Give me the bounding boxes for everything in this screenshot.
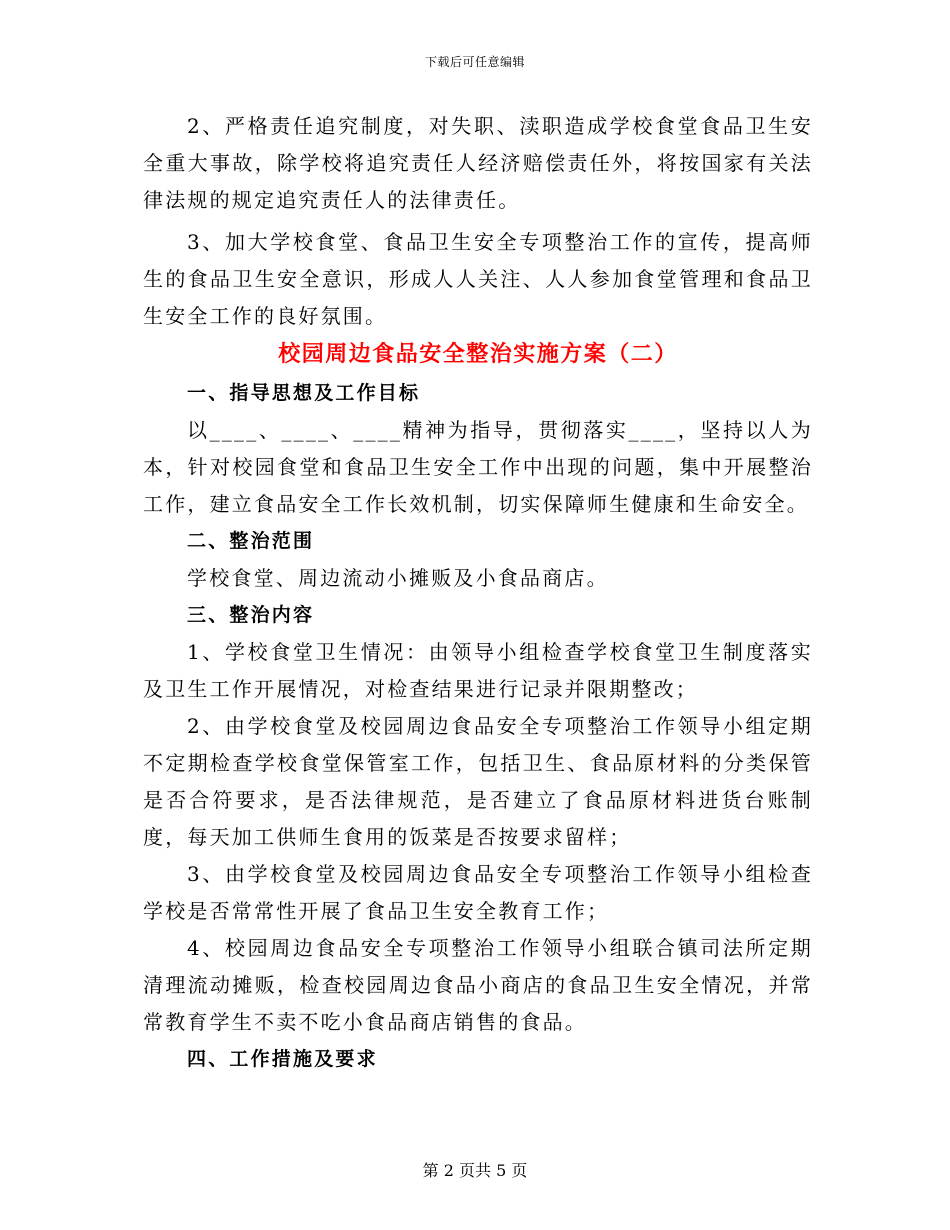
paragraph-publicity: 3、加大学校食堂、食品卫生安全专项整治工作的宣传，提高师生的食品卫生安全意识，形成人人关注、人人参加食堂管理和食品卫生安全工作的良好氛围。 bbox=[143, 230, 813, 328]
paragraph-guiding-ideology: 以____、____、____精神为指导，贯彻落实____，坚持以人为本，针对校园食堂和食品卫生安全工作中出现的问题，集中开展整治工作，建立食品安全工作长效机制，切实保障师生健康和生命安全。 bbox=[143, 418, 813, 516]
paragraph-content-3: 3、由学校食堂及校园周边食品安全专项整治工作领导小组检查学校是否常常性开展了食品卫生安全教育工作； bbox=[143, 862, 813, 923]
section-heading-scope: 二、整治范围 bbox=[187, 530, 315, 552]
paragraph-content-2: 2、由学校食堂及校园周边食品安全专项整治工作领导小组定期不定期检查学校食堂保管室工作，包括卫生、食品原材料的分类保管是否合符要求，是否法律规范，是否建立了食品原材料进货台账制度，每天加工供师生食用的饭菜是否按要求留样； bbox=[143, 714, 813, 849]
document-title: 校园周边食品安全整治实施方案（二） bbox=[278, 342, 678, 367]
paragraph-content-4: 4、校园周边食品安全专项整治工作领导小组联合镇司法所定期清理流动摊贩，检查校园周边食品小商店的食品卫生安全情况，并常常教育学生不卖不吃小食品商店销售的食品。 bbox=[143, 936, 813, 1034]
section-heading-content: 三、整治内容 bbox=[187, 604, 315, 626]
document-body bbox=[143, 108, 813, 1078]
page-footer: 第 2 页共 5 页 bbox=[422, 1161, 528, 1180]
paragraph-content-1: 1、学校食堂卫生情况：由领导小组检查学校食堂卫生制度落实及卫生工作开展情况，对检查结果进行记录并限期整改； bbox=[143, 640, 813, 701]
paragraph-accountability: 2、严格责任追究制度，对失职、渎职造成学校食堂食品卫生安全重大事故，除学校将追究责任人经济赔偿责任外，将按国家有关法律法规的规定追究责任人的法律责任。 bbox=[143, 114, 813, 212]
page-header: 下载后可任意编辑 bbox=[424, 55, 525, 69]
section-heading-measures: 四、工作措施及要求 bbox=[187, 1048, 378, 1070]
section-heading-guiding-ideology: 一、指导思想及工作目标 bbox=[187, 382, 421, 404]
paragraph-scope: 学校食堂、周边流动小摊贩及小食品商店。 bbox=[187, 566, 609, 590]
